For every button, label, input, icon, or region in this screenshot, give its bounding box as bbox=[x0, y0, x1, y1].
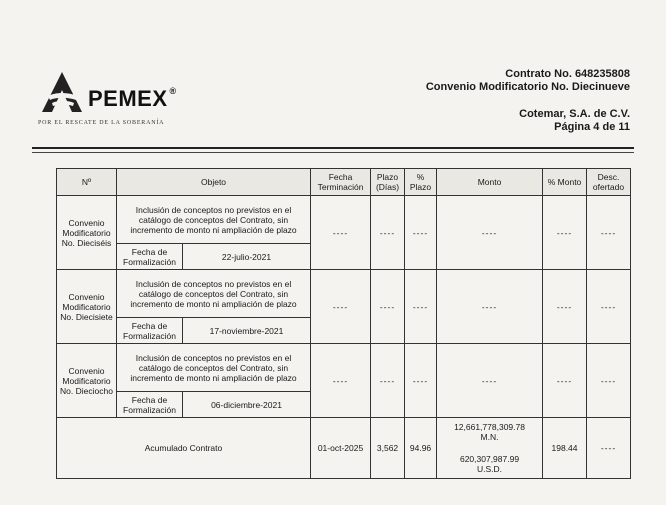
total-pct-monto: 198.44 bbox=[543, 418, 587, 479]
agreement-name: Convenio Modificatorio No. Dieciocho bbox=[57, 344, 117, 418]
monto-usd: 620,307,987.99 bbox=[459, 454, 520, 464]
desc-cell: ---- bbox=[587, 344, 631, 418]
total-desc: ---- bbox=[587, 418, 631, 479]
contract-info bbox=[426, 68, 630, 94]
pemex-eagle-icon bbox=[38, 70, 86, 116]
agreement-name: Convenio Modificatorio No. Diecisiete bbox=[57, 270, 117, 344]
formalization-label: Fecha de Formalización bbox=[117, 244, 183, 270]
formalization-date: 17-noviembre-2021 bbox=[183, 318, 311, 344]
total-plazo: 3,562 bbox=[371, 418, 405, 479]
monto-cell: ---- bbox=[437, 344, 543, 418]
desc-cell: ---- bbox=[587, 196, 631, 270]
fecha-terminacion-cell: ---- bbox=[311, 344, 371, 418]
total-label: Acumulado Contrato bbox=[57, 418, 311, 479]
monto-cell: ---- bbox=[437, 270, 543, 344]
contract-number: Contrato No. 648235808 bbox=[505, 68, 630, 80]
total-monto bbox=[437, 418, 543, 479]
pct-plazo-cell: ---- bbox=[405, 344, 437, 418]
agreement-objeto: Inclusión de conceptos no previstos en el catálogo de conceptos del Contrato, sin incremento de monto ni ampliación de plazo bbox=[117, 196, 311, 244]
col-fecha-terminacion: Fecha Terminación bbox=[311, 169, 371, 196]
pct-monto-cell: ---- bbox=[543, 270, 587, 344]
monto-cell: ---- bbox=[437, 196, 543, 270]
header-rule bbox=[32, 147, 634, 149]
table-header-row bbox=[57, 169, 631, 196]
col-number: Nº bbox=[57, 169, 117, 196]
total-fecha-terminacion: 01-oct-2025 bbox=[311, 418, 371, 479]
col-desc-ofertado: Desc. ofertado bbox=[587, 169, 631, 196]
col-objeto: Objeto bbox=[117, 169, 311, 196]
table-row bbox=[57, 270, 631, 318]
col-plazo: Plazo (Días) bbox=[371, 169, 405, 196]
table-row bbox=[57, 344, 631, 392]
company-info bbox=[519, 108, 630, 134]
plazo-cell: ---- bbox=[371, 196, 405, 270]
agreement-name: Convenio Modificatorio No. Dieciséis bbox=[57, 196, 117, 270]
header-rule-thin bbox=[32, 152, 634, 153]
agreements-table bbox=[56, 168, 631, 479]
desc-cell: ---- bbox=[587, 270, 631, 344]
col-pct-plazo: % Plazo bbox=[405, 169, 437, 196]
col-pct-monto: % Monto bbox=[543, 169, 587, 196]
brand-name: PEMEX ® bbox=[88, 86, 177, 111]
monto-mn-label: M.N. bbox=[480, 432, 499, 442]
monto-usd-label: U.S.D. bbox=[477, 464, 503, 474]
plazo-cell: ---- bbox=[371, 270, 405, 344]
fecha-terminacion-cell: ---- bbox=[311, 196, 371, 270]
formalization-date: 06-diciembre-2021 bbox=[183, 392, 311, 418]
pct-plazo-cell: ---- bbox=[405, 270, 437, 344]
pct-monto-cell: ---- bbox=[543, 344, 587, 418]
agreement-number: Convenio Modificatorio No. Diecinueve bbox=[425, 81, 630, 93]
agreement-objeto: Inclusión de conceptos no previstos en el catálogo de conceptos del Contrato, sin incremento de monto ni ampliación de plazo bbox=[117, 344, 311, 392]
monto-mn: 12,661,778,309.78 bbox=[454, 422, 525, 432]
company-name: Cotemar, S.A. de C.V. bbox=[519, 108, 630, 120]
page-number: Página 4 de 11 bbox=[554, 121, 630, 133]
pct-monto-cell: ---- bbox=[543, 196, 587, 270]
pemex-logo bbox=[38, 70, 198, 130]
total-pct-plazo: 94.96 bbox=[405, 418, 437, 479]
table-row bbox=[57, 196, 631, 244]
agreement-objeto: Inclusión de conceptos no previstos en el catálogo de conceptos del Contrato, sin incremento de monto ni ampliación de plazo bbox=[117, 270, 311, 318]
total-row bbox=[57, 418, 631, 479]
formalization-label: Fecha de Formalización bbox=[117, 318, 183, 344]
formalization-label: Fecha de Formalización bbox=[117, 392, 183, 418]
brand-slogan: POR EL RESCATE DE LA SOBERANÍA bbox=[38, 120, 165, 126]
plazo-cell: ---- bbox=[371, 344, 405, 418]
fecha-terminacion-cell: ---- bbox=[311, 270, 371, 344]
formalization-date: 22-julio-2021 bbox=[183, 244, 311, 270]
col-monto: Monto bbox=[437, 169, 543, 196]
pct-plazo-cell: ---- bbox=[405, 196, 437, 270]
